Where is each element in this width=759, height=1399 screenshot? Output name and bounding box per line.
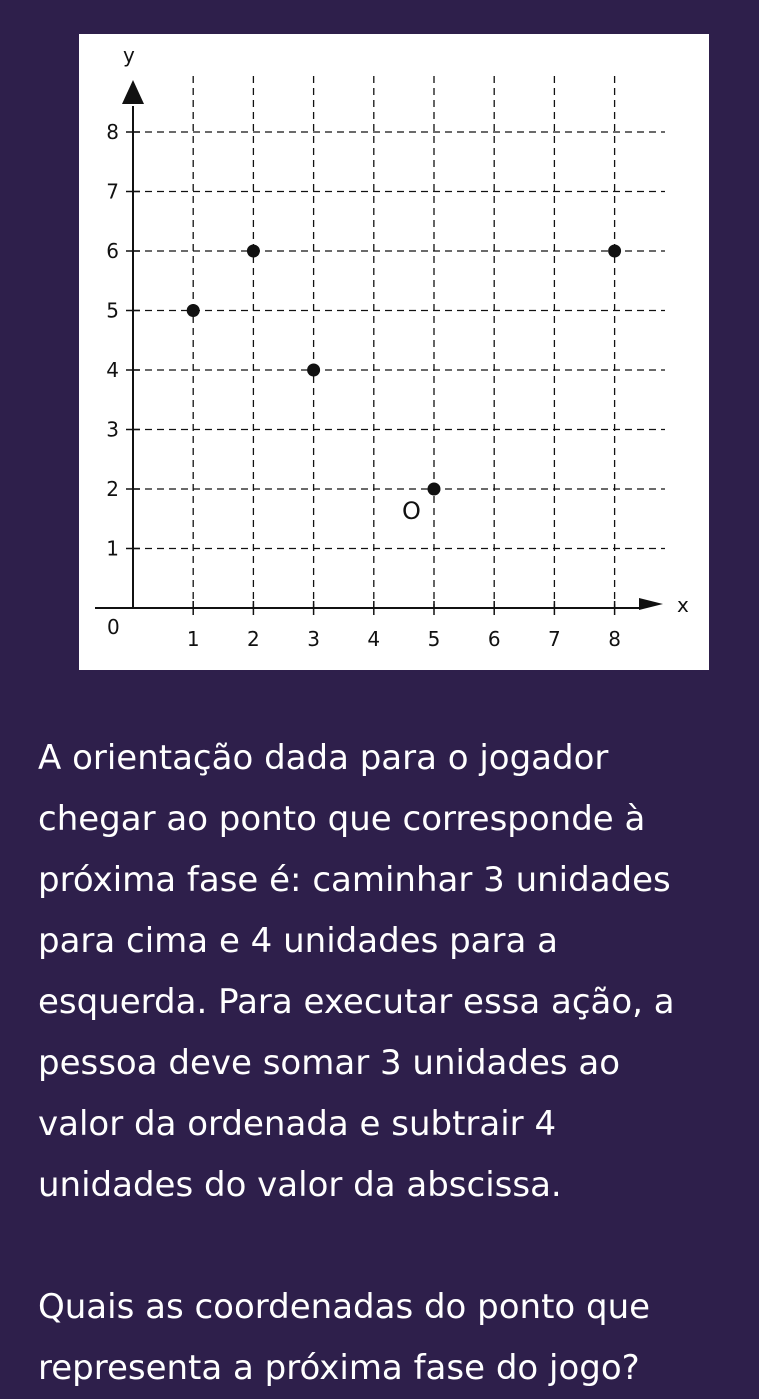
x-axis-arrow xyxy=(639,598,663,610)
question-paragraph xyxy=(38,1277,728,1399)
point-annotation: O xyxy=(402,497,421,525)
x-axis-title: x xyxy=(677,593,689,617)
paragraph-line: A orientação dada para o jogador xyxy=(38,738,609,778)
y-tick-label: 3 xyxy=(106,417,119,442)
x-tick-label: 6 xyxy=(487,627,501,651)
x-tick-label: 4 xyxy=(367,627,381,651)
y-tick-label: 7 xyxy=(106,179,119,204)
x-tick-label: 7 xyxy=(548,627,561,651)
data-point xyxy=(428,483,441,496)
y-axis-arrow xyxy=(122,80,144,104)
paragraph-line: chegar ao ponto que corresponde à xyxy=(38,799,646,839)
y-tick-label: 4 xyxy=(106,358,119,382)
data-point xyxy=(247,245,260,258)
paragraph-line: próxima fase é: caminhar 3 unidades xyxy=(38,860,671,900)
y-tick-label: 2 xyxy=(106,477,119,501)
x-tick-label: 1 xyxy=(186,627,200,651)
chart-svg xyxy=(79,34,709,670)
paragraph-line: esquerda. Para executar essa ação, a xyxy=(38,982,675,1022)
x-tick-label: 8 xyxy=(608,627,621,651)
y-axis-title: y xyxy=(123,43,135,67)
paragraph-line: para cima e 4 unidades para a xyxy=(38,921,558,961)
data-point xyxy=(608,245,621,258)
problem-paragraph xyxy=(38,728,728,1216)
y-tick-label: 1 xyxy=(106,536,119,561)
coordinate-chart xyxy=(79,34,709,670)
paragraph-line: pessoa deve somar 3 unidades ao xyxy=(38,1043,621,1083)
question-line: representa a próxima fase do jogo? xyxy=(38,1348,640,1388)
question-line: Quais as coordenadas do ponto que xyxy=(38,1287,651,1327)
y-tick-label: 8 xyxy=(106,120,119,144)
y-tick-label: 6 xyxy=(106,239,119,263)
problem-text xyxy=(38,728,728,1399)
data-point xyxy=(187,304,200,317)
paragraph-line: unidades do valor da abscissa. xyxy=(38,1165,562,1205)
x-tick-label: 5 xyxy=(427,627,441,651)
y-tick-label: 5 xyxy=(106,298,119,323)
data-point xyxy=(307,364,320,377)
paragraph-line: valor da ordenada e subtrair 4 xyxy=(38,1104,557,1144)
x-tick-label: 2 xyxy=(247,627,260,651)
x-tick-label: 3 xyxy=(307,627,320,651)
origin-label: 0 xyxy=(107,615,120,639)
